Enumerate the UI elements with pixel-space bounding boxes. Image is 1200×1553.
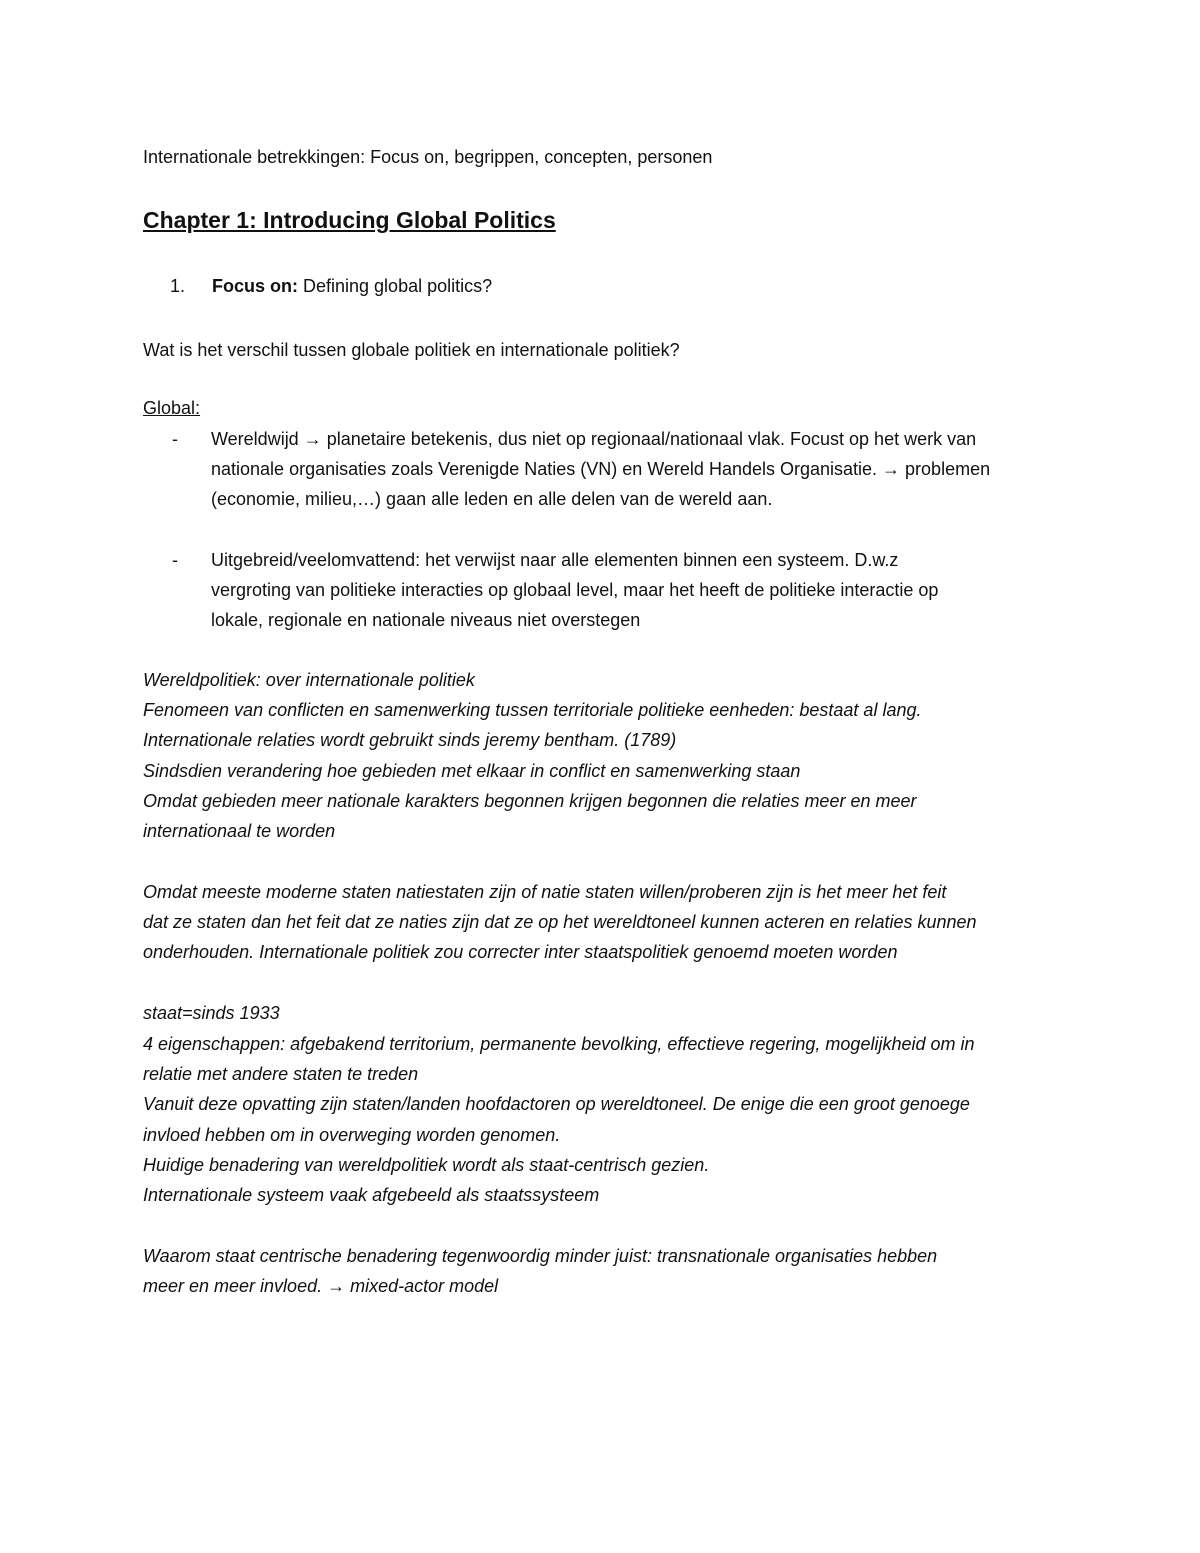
chapter-title: Chapter 1: Introducing Global Politics bbox=[143, 207, 556, 233]
italic-line: Sindsdien verandering hoe gebieden met elkaar in conflict en samenwerking staan bbox=[143, 761, 801, 781]
italic-line: Omdat meeste moderne staten natiestaten zijn of natie staten willen/proberen zijn is het meer het feit bbox=[143, 882, 947, 902]
italic-line: meer en meer invloed. → mixed-actor model bbox=[143, 1276, 499, 1296]
italic-line: dat ze staten dan het feit dat ze naties zijn dat ze op het wereldtoneel kunnen acteren en relaties kunnen bbox=[143, 912, 977, 932]
bullet-line: (economie, milieu,…) gaan alle leden en alle delen van de wereld aan. bbox=[211, 489, 773, 509]
numbered-item bbox=[170, 274, 492, 298]
italic-line: Internationale relaties wordt gebruikt sinds jeremy bentham. (1789) bbox=[143, 730, 677, 750]
italic-line: Internationale systeem vaak afgebeeld als staatssysteem bbox=[143, 1185, 600, 1205]
list-number: 1. bbox=[170, 276, 186, 296]
italic-line: Omdat gebieden meer nationale karakters begonnen krijgen begonnen die relaties meer en meer bbox=[143, 791, 917, 811]
italic-line: staat=sinds 1933 bbox=[143, 1003, 280, 1023]
italic-line: internationaal te worden bbox=[143, 821, 336, 841]
numbered-item-text: Defining global politics? bbox=[298, 276, 493, 296]
bullet-line: vergroting van politieke interacties op globaal level, maar het heeft de politieke interactie op bbox=[211, 580, 939, 600]
italic-line: onderhouden. Internationale politiek zou correcter inter staatspolitiek genoemd moeten worden bbox=[143, 942, 898, 962]
question-line: Wat is het verschil tussen globale politiek en internationale politiek? bbox=[143, 340, 680, 360]
italic-line: 4 eigenschappen: afgebakend territorium, permanente bevolking, effectieve regering, mogelijkheid om in bbox=[143, 1034, 975, 1054]
italic-line: relatie met andere staten te treden bbox=[143, 1064, 419, 1084]
document-header-line: Internationale betrekkingen: Focus on, begrippen, concepten, personen bbox=[143, 147, 713, 167]
italic-line: Huidige benadering van wereldpolitiek wordt als staat-centrisch gezien. bbox=[143, 1155, 710, 1175]
bullet-dash: - bbox=[172, 429, 178, 449]
bullet-line: nationale organisaties zoals Verenigde Naties (VN) en Wereld Handels Organisatie. → problemen bbox=[211, 459, 991, 479]
italic-line: Fenomeen van conflicten en samenwerking tussen territoriale politieke eenheden: bestaat al lang. bbox=[143, 700, 922, 720]
italic-line: invloed hebben om in overweging worden genomen. bbox=[143, 1125, 561, 1145]
italic-line: Vanuit deze opvatting zijn staten/landen hoofdactoren op wereldtoneel. De enige die een groot genoege bbox=[143, 1094, 970, 1114]
bullet-line: lokale, regionale en nationale niveaus niet overstegen bbox=[211, 610, 641, 630]
bullet-line: Uitgebreid/veelomvattend: het verwijst naar alle elementen binnen een systeem. D.w.z bbox=[211, 550, 899, 570]
bullet-line: Wereldwijd → planetaire betekenis, dus niet op regionaal/nationaal vlak. Focust op het werk van bbox=[211, 429, 977, 449]
bullet-dash: - bbox=[172, 550, 178, 570]
italic-line: Wereldpolitiek: over internationale politiek bbox=[143, 670, 475, 690]
focus-label: Focus on: bbox=[212, 276, 298, 296]
global-label: Global: bbox=[143, 398, 201, 418]
italic-line: Waarom staat centrische benadering tegenwoordig minder juist: transnationale organisaties hebben bbox=[143, 1246, 938, 1266]
